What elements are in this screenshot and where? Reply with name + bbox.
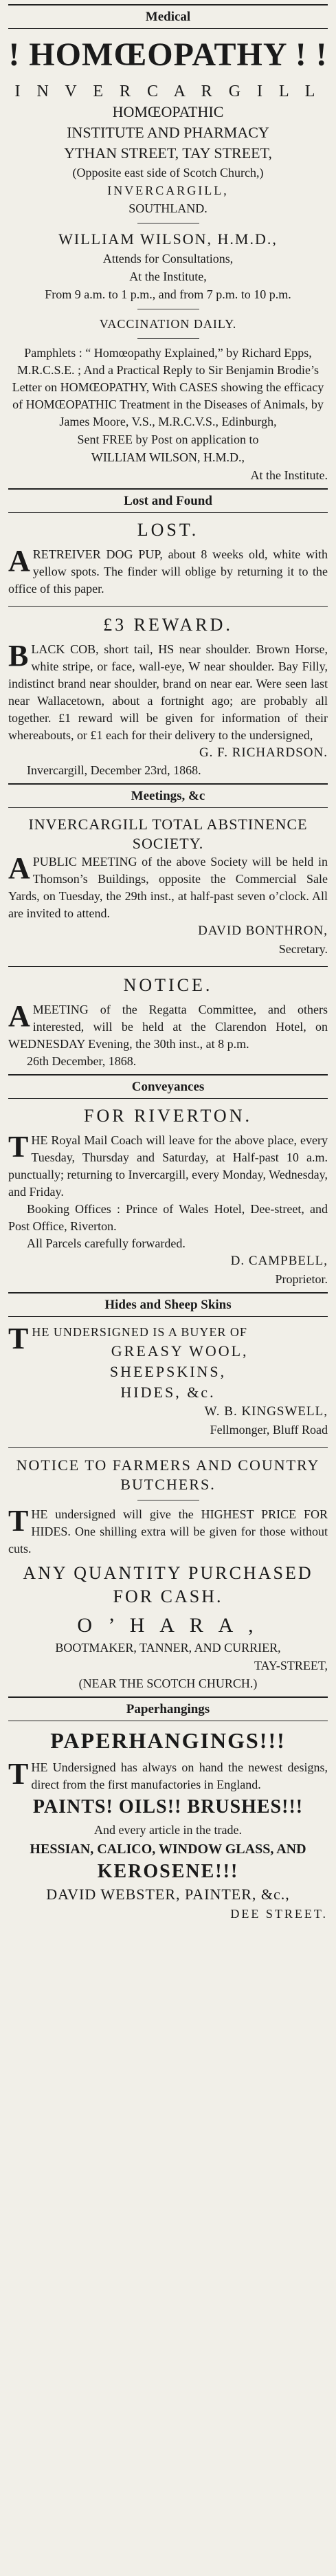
- section-heading-meetings: Meetings, &c: [8, 783, 328, 808]
- newspaper-column: [8, 0, 328, 1923]
- homoeopathy-line: INVERCARGILL,: [107, 184, 229, 197]
- paints-line: PAINTS! OILS!! BRUSHES!!!: [32, 1796, 304, 1818]
- vaccination-line: VACCINATION DAILY.: [99, 317, 237, 331]
- riverton-title: FOR RIVERTON.: [84, 1106, 252, 1126]
- section-heading-lost-and-found: Lost and Found: [8, 488, 328, 513]
- webster-street: DEE STREET.: [230, 1907, 328, 1921]
- paperhangings-text: THE Undersigned has always on hand the newest designs, direct from the first manufactories in England.: [8, 1757, 328, 1791]
- regatta-date: 26th December, 1868.: [27, 1054, 137, 1068]
- homoeopathy-line: SOUTHLAND.: [128, 201, 208, 215]
- farmers-notice-text: THE undersigned will give the HIGHEST PRICE FOR HIDES. One shilling extra will be given for those without cuts.: [8, 1504, 328, 1556]
- divider: [8, 606, 328, 607]
- homoeopathy-line: I N V E R C A R G I L L: [14, 83, 322, 100]
- ohara-name: O ’ H A R A ,: [77, 1614, 259, 1637]
- section-heading-hides: Hides and Sheep Skins: [8, 1292, 328, 1317]
- doctor-name: WILLIAM WILSON, H.M.D.,: [58, 230, 278, 248]
- pamphlets-paragraph: Pamphlets : “ Homœopathy Explained,” by Richard Epps, M.R.C.S.E. ; And a Practical Reply to Sir Benjamin Brodie’s Letter on HOMŒOPATHY, With CASES showing the efficacy of HOMŒOPATHIC Treatment in the Diseases of Animals, by James Moore, V.S., M.R.C.V.S., Edinburgh,: [12, 346, 324, 428]
- reward-title: £3 REWARD.: [103, 615, 233, 635]
- buyer-intro: THE UNDERSIGNED IS A BUYER OF: [8, 1322, 247, 1355]
- lost-dog-text: ARETREIVER DOG PUP, about 8 weeks old, white with yellow spots. The finder will oblige by returning it to the office of this paper.: [8, 544, 328, 596]
- homoeopathy-line: INSTITUTE AND PHARMACY: [67, 124, 269, 141]
- abstinence-title: INVERCARGILL TOTAL ABSTINENCE SOCIETY.: [28, 816, 308, 852]
- booking-offices: Booking Offices : Prince of Wales Hotel, Dee-street, and Post Office, Riverton.: [8, 1202, 328, 1233]
- section-heading-medical: Medical: [8, 4, 328, 29]
- divider: [8, 1447, 328, 1448]
- kingswell-address: Fellmonger, Bluff Road: [210, 1423, 328, 1437]
- homoeopathy-headline: ! HOMŒOPATHY ! !: [8, 36, 328, 73]
- buyer-item: GREASY WOOL,: [111, 1342, 249, 1360]
- coach-proprietor: Proprietor.: [275, 1272, 328, 1286]
- kingswell-signature: W. B. KINGSWELL,: [204, 1404, 328, 1419]
- hessian-line: HESSIAN, CALICO, WINDOW GLASS, AND: [30, 1842, 306, 1857]
- consult-hours: From 9 a.m. to 1 p.m., and from 7 p.m. to 10 p.m.: [45, 287, 291, 301]
- divider: [137, 338, 199, 339]
- buyer-item: HIDES, &c.: [120, 1384, 216, 1401]
- abstinence-secretary: Secretary.: [278, 942, 328, 956]
- kerosene-line: KEROSENE!!!: [97, 1861, 239, 1882]
- buyer-item: SHEEPSKINS,: [109, 1363, 227, 1380]
- coach-signature: D. CAMPBELL,: [230, 1254, 328, 1268]
- consult-line: At the Institute,: [129, 270, 207, 283]
- pamphlet-line: WILLIAM WILSON, H.M.D.,: [91, 450, 245, 464]
- farmers-notice-title: NOTICE TO FARMERS AND COUNTRY BUTCHERS.: [16, 1456, 320, 1493]
- notice-title: NOTICE.: [123, 975, 213, 995]
- homoeopathy-line: YTHAN STREET, TAY STREET,: [64, 144, 272, 162]
- paperhangings-headline: PAPERHANGINGS!!!: [50, 1728, 286, 1753]
- webster-signature: DAVID WEBSTER, PAINTER, &c.,: [46, 1886, 290, 1903]
- ohara-near: (NEAR THE SCOTCH CHURCH.): [78, 1677, 258, 1690]
- abstinence-text: APUBLIC MEETING of the above Society will be held in Thomson’s Buildings, opposite the Commercial Sale Yards, on Tuesday, the 29th inst., at half-past seven o’clock. All are invited to attend.: [8, 851, 328, 920]
- pamphlet-line: Sent FREE by Post on application to: [77, 433, 259, 446]
- coach-text: THE Royal Mail Coach will leave for the above place, every Tuesday, Thursday and Saturday, at Half-past 10 a.m. punctually; returning to Invercargill, every Monday, Wednesday, and Friday.: [8, 1130, 328, 1199]
- reward-date: Invercargill, December 23rd, 1868.: [27, 763, 201, 777]
- divider: [8, 966, 328, 967]
- reward-signature: G. F. RICHARDSON.: [199, 745, 328, 760]
- ohara-trade: BOOTMAKER, TANNER, AND CURRIER,: [55, 1641, 281, 1655]
- any-quantity: ANY QUANTITY PURCHASED FOR CASH.: [23, 1563, 313, 1606]
- abstinence-signature: DAVID BONTHRON,: [198, 924, 328, 938]
- homoeopathy-line: (Opposite east side of Scotch Church,): [72, 166, 264, 179]
- consult-line: Attends for Consultations,: [102, 252, 234, 265]
- every-article: And every article in the trade.: [94, 1823, 242, 1837]
- ohara-street: TAY-STREET,: [254, 1659, 328, 1672]
- section-heading-conveyances: Conveyances: [8, 1074, 328, 1099]
- parcels-line: All Parcels carefully forwarded.: [27, 1236, 186, 1250]
- reward-text: BLACK COB, short tail, HS near shoulder. Brown Horse, white stripe, or face, wall-eye, W near shoulder. Bay Filly, indistinct brand near shoulder, brand on near ear. Were seen last near Wallacetown, about a fortnight ago; are probably all together. £1 reward will be given for information of their whereabouts, or £1 each for their delivery to the undersigned,: [8, 639, 328, 742]
- regatta-text: AMEETING of the Regatta Committee, and others interested, will be held at the Clarendon Hotel, on WEDNESDAY Evening, the 30th inst., at 8 p.m.: [8, 999, 328, 1051]
- section-heading-paperhangings: Paperhangings: [8, 1696, 328, 1721]
- homoeopathy-line: HOMŒOPATHIC: [112, 103, 224, 120]
- lost-title: LOST.: [137, 520, 199, 540]
- pamphlet-line: At the Institute.: [250, 468, 328, 482]
